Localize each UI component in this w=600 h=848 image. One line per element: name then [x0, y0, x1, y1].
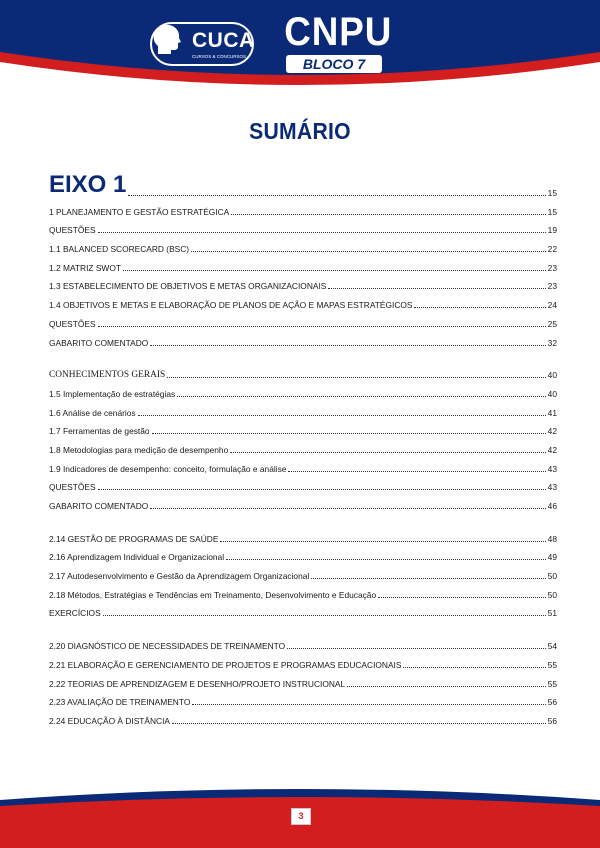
toc-leader [230, 452, 545, 453]
toc-entry[interactable] [49, 689, 557, 708]
toc-entry[interactable] [49, 273, 557, 292]
toc-entry-page: 50 [547, 589, 557, 600]
toc-leader [287, 648, 546, 649]
toc-entry-page: 32 [547, 337, 557, 348]
toc-entry-label: 2.22 TEORIAS DE APRENDIZAGEM E DESENHO/PROJETO INSTRUCIONAL [49, 678, 346, 689]
toc-entry[interactable] [49, 670, 557, 689]
toc-entry[interactable] [49, 632, 557, 651]
toc-entry[interactable] [49, 380, 557, 399]
toc-entry[interactable] [49, 581, 557, 600]
toc-entry-label: EIXO 1 [49, 171, 127, 198]
toc-leader [192, 704, 545, 705]
toc-leader [347, 686, 546, 687]
toc-entry[interactable] [49, 436, 557, 455]
toc-entry-label: 2.14 GESTÃO DE PROGRAMAS DE SAÚDE [49, 533, 219, 544]
toc-leader [231, 214, 545, 215]
toc-entry-label: 1 PLANEJAMENTO E GESTÃO ESTRATÉGICA [49, 206, 230, 217]
toc-entry[interactable] [49, 291, 557, 310]
toc-entry-page: 51 [547, 608, 557, 619]
toc-leader [152, 433, 546, 434]
toc-entry-page: 40 [547, 370, 557, 381]
logo-subtitle: CURSOS & CONCURSOS [192, 54, 247, 59]
toc-entry-label: 2.24 EDUCAÇÃO À DISTÂNCIA [49, 715, 171, 726]
toc-entry-page: 43 [547, 482, 557, 493]
toc-leader [98, 232, 546, 233]
toc-entry[interactable] [49, 329, 557, 348]
toc-entry-label: 2.17 Autodesenvolvimento e Gestão da Aprendizagem Organizacional [49, 571, 310, 582]
logo-name: CUCA [192, 29, 255, 52]
toc-entry[interactable] [49, 544, 557, 563]
toc-leader [123, 270, 546, 271]
toc-entry-label: 1.4 OBJETIVOS E METAS E ELABORAÇÃO DE PLANOS DE AÇÃO E MAPAS ESTRATÉGICOS [49, 300, 413, 311]
toc-entry-page: 23 [547, 281, 557, 292]
brand-title: CNPU [284, 10, 393, 54]
page-header [0, 0, 600, 100]
toc-leader [311, 578, 545, 579]
toc-entry-page: 15 [547, 188, 557, 198]
toc-entry-label: 1.5 Implementação de estratégias [49, 388, 176, 399]
toc-leader [138, 415, 546, 416]
toc-leader [172, 723, 546, 724]
table-of-contents [49, 170, 557, 726]
toc-leader [191, 251, 546, 252]
toc-entry-page: 55 [547, 678, 557, 689]
page-title: SUMÁRIO [249, 118, 351, 144]
toc-entry[interactable] [49, 492, 557, 511]
cuca-logo [150, 22, 254, 66]
toc-entry-page: 40 [547, 388, 557, 399]
toc-leader [378, 597, 546, 598]
toc-leader [150, 345, 545, 346]
toc-entry-label: 1.9 Indicadores de desempenho: conceito, formulação e análise [49, 463, 287, 474]
toc-entry[interactable] [49, 235, 557, 254]
toc-entry-page: 49 [547, 552, 557, 563]
toc-entry-label: 1.7 Ferramentas de gestão [49, 426, 150, 437]
toc-entry-page: 15 [547, 206, 557, 217]
toc-entry-page: 50 [547, 571, 557, 582]
toc-leader [220, 541, 545, 542]
toc-entry-label: QUESTÕES [49, 318, 96, 329]
toc-entry-label: EXERCÍCIOS [49, 608, 101, 619]
section-spacer [49, 618, 557, 632]
toc-entry-label: 2.18 Métodos, Estratégias e Tendências em Treinamento, Desenvolvimento e Educação [49, 589, 377, 600]
toc-entry-label: QUESTÕES [49, 482, 96, 493]
toc-entry-page: 25 [547, 318, 557, 329]
toc-entry-label: 1.6 Análise de cenários [49, 407, 136, 418]
toc-entry[interactable] [49, 474, 557, 493]
toc-entry-page: 42 [547, 426, 557, 437]
toc-entry-page: 56 [547, 697, 557, 708]
section-spacer [49, 348, 557, 362]
toc-entry-label: 1.8 Metodologias para medição de desempenho [49, 444, 229, 455]
toc-entry[interactable] [49, 310, 557, 329]
toc-entry-label: QUESTÕES [49, 225, 96, 236]
toc-entry-page: 24 [547, 300, 557, 311]
toc-entry-page: 23 [547, 262, 557, 273]
toc-entry-label: 1.1 BALANCED SCORECARD (BSC) [49, 244, 190, 255]
toc-entry[interactable] [49, 455, 557, 474]
toc-entry-page: 41 [547, 407, 557, 418]
toc-entry-page: 19 [547, 225, 557, 236]
toc-leader [128, 195, 545, 196]
toc-leader [98, 489, 546, 490]
toc-entry-page: 22 [547, 244, 557, 255]
toc-entry[interactable] [49, 562, 557, 581]
toc-leader [177, 396, 546, 397]
toc-entry-heading[interactable] [49, 362, 557, 381]
toc-entry-page: 46 [547, 501, 557, 511]
toc-entry-label: GABARITO COMENTADO [49, 337, 149, 348]
toc-entry-label: 2.20 DIAGNÓSTICO DE NECESSIDADES DE TREINAMENTO [49, 641, 286, 652]
toc-entry-label: GABARITO COMENTADO [49, 501, 149, 511]
toc-entry[interactable] [49, 525, 557, 544]
toc-entry-label: 2.16 Aprendizagem Individual e Organizacional [49, 552, 225, 563]
toc-entry-label: 1.3 ESTABELECIMENTO DE OBJETIVOS E METAS ORGANIZACIONAIS [49, 281, 327, 292]
toc-leader [288, 471, 545, 472]
toc-entry[interactable] [49, 254, 557, 273]
toc-entry-label: CONHECIMENTOS GERAIS [49, 370, 166, 381]
brand-tag: BLOCO 7 [286, 55, 382, 73]
toc-entry-eixo[interactable] [49, 170, 557, 198]
toc-leader [414, 307, 545, 308]
toc-leader [403, 667, 545, 668]
toc-entry[interactable] [49, 399, 557, 418]
toc-entry[interactable] [49, 651, 557, 670]
toc-leader [226, 559, 546, 560]
toc-entry[interactable] [49, 600, 557, 619]
toc-entry-label: 2.21 ELABORAÇÃO E GERENCIAMENTO DE PROJETOS E PROGRAMAS EDUCACIONAIS [49, 659, 402, 670]
toc-entry[interactable] [49, 198, 557, 217]
section-spacer [49, 511, 557, 525]
head-silhouette-icon [152, 24, 182, 56]
toc-entry-page: 42 [547, 444, 557, 455]
page-number: 3 [291, 808, 311, 825]
toc-entry-page: 48 [547, 533, 557, 544]
toc-entry-page: 56 [547, 715, 557, 726]
toc-leader [103, 615, 546, 616]
toc-entry-page: 43 [547, 463, 557, 474]
toc-entry[interactable] [49, 418, 557, 437]
toc-leader [328, 288, 545, 289]
toc-leader [150, 508, 545, 509]
toc-entry[interactable] [49, 217, 557, 236]
toc-entry-page: 55 [547, 659, 557, 670]
toc-entry-label: 2.23 AVALIAÇÃO DE TREINAMENTO [49, 697, 191, 708]
toc-entry-page: 54 [547, 641, 557, 652]
toc-entry-label: 1.2 MATRIZ SWOT [49, 262, 121, 273]
toc-leader [98, 326, 546, 327]
toc-leader [167, 377, 545, 378]
toc-entry[interactable] [49, 707, 557, 726]
